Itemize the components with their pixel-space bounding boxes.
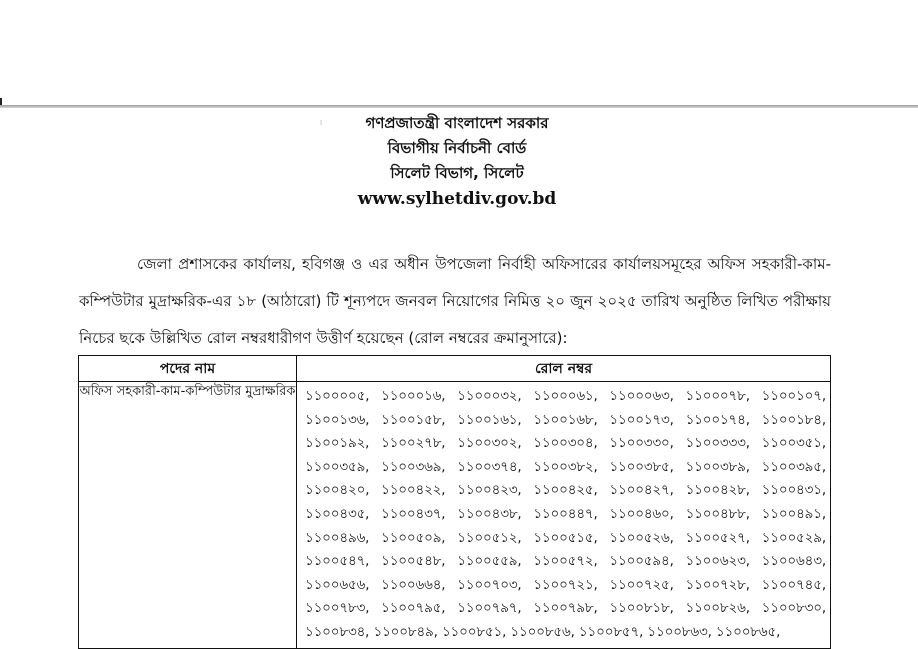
- notice-paragraph: জেলা প্রশাসকের কার্যালয়, হবিগঞ্জ ও এর অধীন উপজেলা নির্বাহী অফিসারের কার্যালয়সমূহের অফিস সহকারী-কাম-কম্পিউটার মুদ্রাক্ষরিক-এর ১৮ (আঠারো) টি শূন্যপদে জনবল নিয়োগের নিমিত্ত ২০ জুন ২০২৫ তারিখ অনুষ্ঠিত লিখিত পরীক্ষায় নিচের ছকে উল্লিখিত রোল নম্বরধারীগণ উত্তীর্ণ হয়েছেন (রোল নম্বরের ক্রমানুসারে):: [79, 255, 831, 347]
- post-name-cell: [79, 382, 297, 649]
- scan-speck: ˡ: [320, 120, 323, 131]
- roll-column-header: রোল নম্বর: [297, 356, 831, 382]
- viewer-top-band: [0, 0, 918, 106]
- document-header: [0, 111, 918, 211]
- post-name: অফিস সহকারী-কাম-কম্পিউটার মুদ্রাক্ষরিক: [79, 384, 296, 399]
- board-title: বিভাগীয় নির্বাচনী বোর্ড: [387, 139, 527, 157]
- roll-numbers: ১১০০০০৫, ১১০০০১৬, ১১০০০৩২, ১১০০০৬১, ১১০০০৬৩, ১১০০০৭৮, ১১০০১০৭, ১১০০১৩৬, ১১০০১৫৮, ১১০০১৬১, ১১০০১৬৮, ১১০০১৭৩, ১১০০১৭৪, ১১০০১৮৪, ১১০০১৯২, ১১০০২৭৮, ১১০০৩০২, ১১০০৩০৪, ১১০০৩৩০, ১১০০৩৩৩, ১১০০৩৫১, ১১০০৩৫৯, ১১০০৩৬৯, ১১০০৩৭৪, ১১০০৩৮২, ১১০০৩৮৫, ১১০০৩৮৯, ১১০০৩৯৫, ১১০০৪২০, ১১০০৪২২, ১১০০৪২৩, ১১০০৪২৫, ১১০০৪২৭, ১১০০৪২৮, ১১০০৪৩১, ১১০০৪৩৫, ১১০০৪৩৭, ১১০০৪৩৮, ১১০০৪৪৭, ১১০০৪৬০, ১১০০৪৮৮, ১১০০৪৯১, ১১০০৪৯৬, ১১০০৫০৯, ১১০০৫১২, ১১০০৫১৫, ১১০০৫২৬, ১১০০৫২৭, ১১০০৫২৯, ১১০০৫৪৭, ১১০০৫৪৮, ১১০০৫৫৯, ১১০০৫৭২, ১১০০৫৯৪, ১১০০৬২৩, ১১০০৬৪৩, ১১০০৬৫৬, ১১০০৬৬৪, ১১০০৭০৩, ১১০০৭২১, ১১০০৭২৫, ১১০০৭২৮, ১১০০৭৪৫, ১১০০৭৮৩, ১১০০৭৯৫, ১১০০৭৯৭, ১১০০৭৯৮, ১১০০৮১৮, ১১০০৮২৬, ১১০০৮৩০, ১১০০৮৩৪, ১১০০৮৪৯, ১১০০৮৫১, ১১০০৮৫৬, ১১০০৮৫৭, ১১০০৮৬৩, ১১০০৮৬৫,: [305, 389, 826, 640]
- table-header-row: [79, 356, 831, 382]
- government-title: গণপ্রজাতন্ত্রী বাংলাদেশ সরকার: [365, 114, 549, 132]
- website-link[interactable]: www.sylhetdiv.gov.bd: [357, 189, 557, 209]
- roll-numbers-cell: [297, 382, 831, 649]
- results-table: [78, 355, 831, 649]
- page-edge: [0, 105, 918, 108]
- table-row: [79, 382, 831, 649]
- post-column-header: পদের নাম: [79, 356, 297, 382]
- division-title: সিলেট বিভাগ, সিলেট: [390, 164, 524, 182]
- corner-mark: [0, 98, 2, 105]
